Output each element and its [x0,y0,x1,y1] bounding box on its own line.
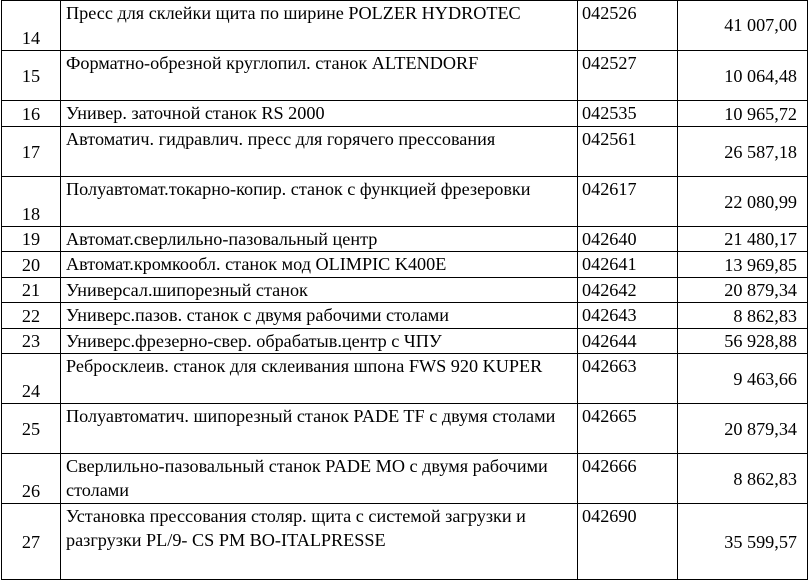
table-row [2,227,808,252]
amount: 20 879,34 [678,278,808,303]
table-row [2,454,808,504]
row-number: 24 [2,354,61,404]
row-number: 20 [2,252,61,278]
row-number: 27 [2,504,61,580]
amount: 10 965,72 [678,101,808,127]
table-row [2,504,808,580]
table-row [2,278,808,303]
inventory-code: 042643 [578,303,678,329]
table-row [2,51,808,101]
equipment-name: Универсал.шипорезный станок [61,278,578,303]
equipment-table [1,0,808,580]
inventory-code: 042640 [578,227,678,252]
inventory-code: 042644 [578,329,678,354]
row-number: 26 [2,454,61,504]
equipment-name: Автоматич. гидравлич. пресс для горячего прессования [61,127,578,177]
amount: 8 862,83 [678,454,808,504]
row-number: 21 [2,278,61,303]
amount: 26 587,18 [678,127,808,177]
equipment-name: Сверлильно-пазовальный станок PADE MO с двумя рабочими столами [61,454,578,504]
equipment-name: Универс.пазов. станок с двумя рабочими столами [61,303,578,329]
inventory-code: 042641 [578,252,678,278]
row-number: 19 [2,227,61,252]
amount: 41 007,00 [678,1,808,51]
amount: 9 463,66 [678,354,808,404]
amount: 35 599,57 [678,504,808,580]
equipment-name: Установка прессования столяр. щита с системой загрузки и разгрузки PL/9- CS PM BO-ITALPRESSE [61,504,578,580]
equipment-name: Универс.фрезерно-свер. обрабатыв.центр с ЧПУ [61,329,578,354]
inventory-code: 042527 [578,51,678,101]
equipment-name: Универ. заточной станок RS 2000 [61,101,578,127]
table-row [2,127,808,177]
inventory-code: 042526 [578,1,678,51]
amount: 22 080,99 [678,177,808,227]
row-number: 23 [2,329,61,354]
row-number: 15 [2,51,61,101]
equipment-name: Пресс для склейки щита по ширине POLZER HYDROTEC [61,1,578,51]
table-row [2,177,808,227]
equipment-name: Форматно-обрезной круглопил. станок ALTENDORF [61,51,578,101]
equipment-name: Автомат.сверлильно-пазовальный центр [61,227,578,252]
inventory-code: 042642 [578,278,678,303]
amount: 8 862,83 [678,303,808,329]
row-number: 16 [2,101,61,127]
inventory-code: 042666 [578,454,678,504]
equipment-name: Полуавтомат.токарно-копир. станок с функцией фрезеровки [61,177,578,227]
inventory-code: 042561 [578,127,678,177]
amount: 20 879,34 [678,404,808,454]
table-row [2,1,808,51]
amount: 21 480,17 [678,227,808,252]
equipment-name: Полуавтоматич. шипорезный станок PADE TF с двумя столами [61,404,578,454]
row-number: 22 [2,303,61,329]
inventory-code: 042535 [578,101,678,127]
inventory-code: 042665 [578,404,678,454]
equipment-name: Ребросклеив. станок для склеивания шпона FWS 920 KUPER [61,354,578,404]
inventory-code: 042617 [578,177,678,227]
table-row [2,404,808,454]
table-row [2,101,808,127]
amount: 13 969,85 [678,252,808,278]
table-row [2,354,808,404]
row-number: 18 [2,177,61,227]
row-number: 14 [2,1,61,51]
inventory-code: 042690 [578,504,678,580]
table-row [2,252,808,278]
table-row [2,303,808,329]
equipment-name: Автомат.кромкообл. станок мод OLIMPIC K400E [61,252,578,278]
row-number: 25 [2,404,61,454]
amount: 56 928,88 [678,329,808,354]
table-row [2,329,808,354]
inventory-code: 042663 [578,354,678,404]
amount: 10 064,48 [678,51,808,101]
row-number: 17 [2,127,61,177]
